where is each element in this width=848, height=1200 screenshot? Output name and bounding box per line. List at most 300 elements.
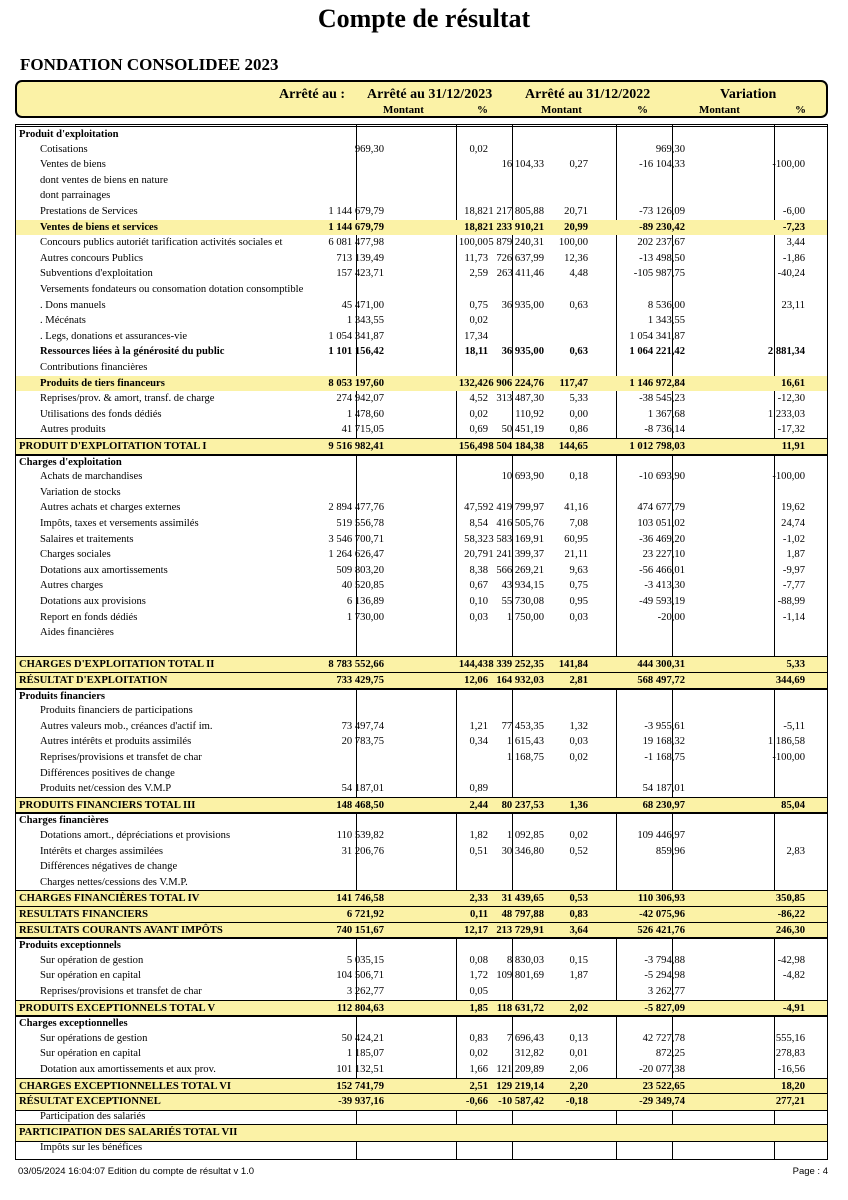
row-value: 2 894 477,76 <box>328 502 384 514</box>
row-label: Charges financières <box>19 815 109 827</box>
row-value: 0,52 <box>569 845 588 857</box>
row-value: -5 827,09 <box>644 1002 685 1014</box>
row-label: Contributions financières <box>40 362 148 373</box>
row-label: RESULTATS FINANCIERS <box>19 909 149 920</box>
row-value: 16,61 <box>781 377 805 389</box>
row-value: 0,15 <box>569 954 588 966</box>
table-row <box>16 313 827 329</box>
table-row <box>16 625 827 641</box>
row-value: 0,27 <box>569 159 588 171</box>
row-label: Salaires et traitements <box>40 533 134 545</box>
row-value: 1,85 <box>469 1002 488 1014</box>
table-row <box>16 344 827 360</box>
row-value: 859,96 <box>655 845 685 857</box>
row-value: 0,01 <box>569 1048 588 1060</box>
row-value: 141,84 <box>558 659 588 671</box>
row-value: 20,71 <box>564 206 588 217</box>
row-value: 0,89 <box>469 783 488 795</box>
row-value: -42 075,96 <box>639 909 685 920</box>
row-value: 8 339 252,35 <box>488 659 544 671</box>
row-label: Produits financiers de participations <box>40 705 193 717</box>
row-value: 0,03 <box>469 611 488 623</box>
row-value: 202 237,67 <box>637 237 685 249</box>
table-row <box>16 875 827 891</box>
row-value: 43 934,15 <box>501 580 544 592</box>
row-value: 726 637,99 <box>496 252 544 264</box>
row-value: 157 423,71 <box>336 268 384 280</box>
row-value: 6 721,92 <box>346 909 384 920</box>
row-value: 9 516 982,41 <box>328 441 384 452</box>
row-value: 344,69 <box>775 675 805 686</box>
header-pct-variation: % <box>795 104 806 116</box>
row-value: 18,82 <box>464 206 488 217</box>
row-value: -17,32 <box>777 424 805 436</box>
table-row <box>16 563 827 579</box>
table-row <box>16 532 827 548</box>
row-value: 104 506,71 <box>336 970 384 982</box>
row-value: 1 168,75 <box>506 752 544 763</box>
row-label: Dotation aux amortissements et aux prov. <box>40 1064 216 1075</box>
row-value: 8 783 552,66 <box>328 659 384 671</box>
row-value: 6 906 224,76 <box>488 377 544 389</box>
row-value: 110,92 <box>515 408 544 420</box>
header-pct-2022: % <box>637 104 648 116</box>
row-label: Concours publics autoriét tarification activités sociales et <box>40 237 283 249</box>
row-label: Produits financiers <box>19 690 106 702</box>
table-row <box>16 859 827 875</box>
row-label: Utilisations des fonds dédiés <box>40 408 162 420</box>
row-value: 60,95 <box>564 533 588 545</box>
row-value: 0,75 <box>469 299 488 311</box>
row-value: 1 092,85 <box>506 830 544 841</box>
row-value: 40 520,85 <box>341 580 384 592</box>
row-value: 1 054 341,87 <box>629 330 685 342</box>
row-value: 1,66 <box>469 1064 488 1075</box>
column-header-box <box>15 80 828 118</box>
row-value: -39 937,16 <box>338 1096 384 1108</box>
row-value: 1 233,03 <box>767 408 805 420</box>
row-value: 568 497,72 <box>637 675 685 686</box>
row-value: -38 545,23 <box>639 393 685 405</box>
row-label: Ressources liées à la générosité du public <box>40 346 225 358</box>
row-label: CHARGES D'EXPLOITATION TOTAL II <box>19 659 215 671</box>
row-value: 0,02 <box>569 830 588 841</box>
row-value: 24,74 <box>781 518 805 529</box>
row-value: 8,38 <box>469 564 488 576</box>
table-row <box>16 360 827 376</box>
table-row <box>16 204 827 220</box>
row-label: Charges sociales <box>40 549 111 561</box>
row-value: -86,22 <box>777 909 805 920</box>
row-value: 23,11 <box>781 299 805 311</box>
row-value: 101 132,51 <box>336 1064 384 1075</box>
row-value: 1 730,00 <box>346 611 384 623</box>
row-label: Reprises/prov. & amort, transf. de charge <box>40 393 215 405</box>
row-value: 0,08 <box>469 954 488 966</box>
table-row <box>16 485 827 501</box>
row-value: 144,43 <box>458 659 488 671</box>
row-value: 1,21 <box>469 720 488 732</box>
row-value: 278,83 <box>775 1048 805 1060</box>
row-label: Charges exceptionnelles <box>19 1018 128 1030</box>
table-row <box>16 968 827 984</box>
row-value: 2,81 <box>569 675 588 686</box>
row-value: 110 306,93 <box>637 893 685 905</box>
row-value: 1 012 798,03 <box>629 441 685 452</box>
row-label: . Mécénats <box>40 315 86 327</box>
row-value: 41,16 <box>564 502 588 514</box>
row-label: CHARGES EXCEPTIONNELLES TOTAL VI <box>19 1080 232 1092</box>
table-row <box>16 251 827 267</box>
table-row <box>16 422 827 438</box>
row-value: 2,44 <box>469 799 488 811</box>
row-value: 85,04 <box>781 799 805 811</box>
row-label: Autres achats et charges externes <box>40 502 181 514</box>
row-value: 0,51 <box>469 845 488 857</box>
row-label: Variation de stocks <box>40 486 121 498</box>
row-value: 100,00 <box>458 237 488 249</box>
row-value: 0,75 <box>569 580 588 592</box>
row-value: 740 151,67 <box>336 924 384 936</box>
row-label: Autres intérêts et produits assimilés <box>40 736 192 748</box>
page-title: Compte de résultat <box>317 4 531 33</box>
table-row <box>16 594 827 610</box>
row-value: 0,02 <box>569 752 588 763</box>
header-2023: Arrêté au 31/12/2023 <box>367 87 493 102</box>
row-value: 45 471,00 <box>341 299 384 311</box>
row-value: 8 053 197,60 <box>328 377 384 389</box>
row-value: 18,20 <box>781 1080 805 1092</box>
row-value: 16 104,33 <box>501 159 544 171</box>
income-statement-table <box>15 124 828 1160</box>
row-label: dont ventes de biens en nature <box>40 174 168 186</box>
table-row <box>16 937 827 954</box>
row-value: 132,42 <box>458 377 488 389</box>
table-row <box>16 516 827 532</box>
row-value: 3,64 <box>569 924 588 936</box>
row-value: 164 932,03 <box>496 675 544 686</box>
row-value: 474 677,79 <box>637 502 685 514</box>
row-value: 55 730,08 <box>501 596 544 607</box>
row-value: 0,03 <box>569 736 588 748</box>
row-label: Sur opération en capital <box>40 970 141 982</box>
row-value: 9,63 <box>569 564 588 576</box>
row-label: Dotations aux provisions <box>40 596 146 607</box>
row-value: 77 453,35 <box>501 720 544 732</box>
row-value: 2,02 <box>569 1002 588 1014</box>
row-value: 21,11 <box>564 549 588 561</box>
row-value: -20 077,38 <box>639 1064 685 1075</box>
table-row <box>16 781 827 797</box>
table-row <box>16 329 827 345</box>
row-value: -3 955,61 <box>644 720 685 732</box>
row-value: 6 081 477,98 <box>328 237 384 249</box>
row-label: Versements fondateurs ou consomation dotation consomptible <box>40 284 304 295</box>
row-value: 31 206,76 <box>341 845 384 857</box>
header-montant-2023: Montant <box>383 104 424 116</box>
row-value: -16 104,33 <box>639 159 685 171</box>
row-label: PRODUITS FINANCIERS TOTAL III <box>19 799 196 811</box>
table-row <box>16 750 827 766</box>
row-value: 109 446,97 <box>637 830 685 841</box>
table-row <box>16 641 827 657</box>
row-value: -3 794,88 <box>644 954 685 966</box>
row-value: 444 300,31 <box>637 659 685 671</box>
row-value: 1,87 <box>786 549 805 561</box>
row-value: 416 505,76 <box>496 518 544 529</box>
row-value: 12,06 <box>464 675 488 686</box>
row-value: 80 237,53 <box>501 799 544 811</box>
row-value: 20 783,75 <box>341 736 384 748</box>
row-label: Charges d'exploitation <box>19 456 122 468</box>
row-value: 1 144 679,79 <box>328 206 384 217</box>
row-value: -40,24 <box>777 268 805 280</box>
row-value: 2,33 <box>469 893 488 905</box>
row-value: 1 185,07 <box>346 1048 384 1060</box>
table-row <box>16 454 827 471</box>
row-value: 0,03 <box>569 611 588 623</box>
row-value: 141 746,58 <box>336 893 384 905</box>
row-label: Autres produits <box>40 424 106 436</box>
row-value: 519 556,78 <box>336 518 384 529</box>
table-row <box>16 844 827 860</box>
row-value: 1 146 972,84 <box>629 377 685 389</box>
row-value: -1 168,75 <box>644 752 685 763</box>
table-row <box>16 188 827 204</box>
row-value: 2,51 <box>469 1080 488 1092</box>
row-value: 3 262,77 <box>647 986 685 997</box>
table-row <box>16 126 827 143</box>
row-value: 2 419 799,97 <box>488 502 544 514</box>
row-value: 1,87 <box>569 970 588 982</box>
row-value: -100,00 <box>772 752 805 763</box>
row-value: 20,79 <box>464 549 488 561</box>
row-label: Dotations amort., dépréciations et provisions <box>40 830 231 841</box>
row-label: Intérêts et charges assimilées <box>40 845 164 857</box>
row-value: 12,17 <box>464 924 488 936</box>
table-row <box>16 157 827 173</box>
row-value: -16,56 <box>777 1064 805 1075</box>
row-value: 54 187,01 <box>642 783 685 795</box>
row-value: 1 144 679,79 <box>328 221 384 233</box>
table-row <box>16 547 827 563</box>
row-value: -1,14 <box>782 611 805 623</box>
row-value: 8 830,03 <box>506 954 544 966</box>
row-value: 5 035,15 <box>346 954 384 966</box>
row-value: 2,06 <box>569 1064 588 1075</box>
row-value: 1 478,60 <box>346 408 384 420</box>
row-value: 0,69 <box>469 424 488 436</box>
row-value: 1 186,58 <box>767 736 805 748</box>
row-value: -100,00 <box>772 159 805 171</box>
arrete-label: Arrêté au : <box>279 87 346 102</box>
row-label: Sur opération en capital <box>40 1048 141 1060</box>
row-value: 50 451,19 <box>501 424 544 436</box>
row-label: RESULTATS COURANTS AVANT IMPÔTS <box>19 924 223 936</box>
row-value: -4,82 <box>782 970 805 982</box>
row-value: 969,30 <box>655 143 685 155</box>
row-value: 8,54 <box>469 518 488 529</box>
row-label: Achats de marchandises <box>40 471 143 483</box>
row-value: 1 750,00 <box>506 611 544 623</box>
table-row <box>16 688 827 705</box>
row-value: 509 803,20 <box>336 564 384 576</box>
table-row <box>16 984 827 1000</box>
row-value: 36 935,00 <box>501 299 544 311</box>
row-value: 0,02 <box>469 315 488 327</box>
row-label: . Legs, donations et assurances-vie <box>40 330 188 342</box>
row-label: Aides financières <box>40 627 114 639</box>
row-value: 4,48 <box>569 268 588 280</box>
row-value: 144,65 <box>558 441 588 452</box>
row-value: 68 230,97 <box>642 799 685 811</box>
row-value: 50 424,21 <box>341 1032 384 1044</box>
table-row <box>16 828 827 844</box>
row-value: 3 262,77 <box>346 986 384 997</box>
table-row <box>16 734 827 750</box>
row-value: 20,99 <box>564 221 588 233</box>
row-label: . Dons manuels <box>40 299 106 311</box>
header-montant-2022: Montant <box>541 104 582 116</box>
row-value: 1,82 <box>469 830 488 841</box>
row-label: Reprises/provisions et transfet de char <box>40 986 202 997</box>
row-value: 110 539,82 <box>336 830 384 841</box>
row-value: 5,33 <box>569 393 588 405</box>
table-row <box>16 500 827 516</box>
row-value: 0,18 <box>569 471 588 483</box>
row-label: RÉSULTAT D'EXPLOITATION <box>19 675 168 686</box>
row-value: -10 693,90 <box>639 471 685 483</box>
row-value: 11,73 <box>464 252 488 264</box>
row-label: Autres concours Publics <box>40 252 143 264</box>
row-value: 18,11 <box>464 346 488 358</box>
row-label: Impôts sur les bénéfices <box>40 1142 143 1153</box>
row-value: 1 064 221,42 <box>629 346 685 358</box>
row-value: 213 729,91 <box>496 924 544 936</box>
row-value: -5,11 <box>783 720 805 732</box>
row-value: 118 631,72 <box>496 1002 544 1014</box>
row-label: Cotisations <box>40 143 88 155</box>
row-value: -20,00 <box>657 611 685 623</box>
row-value: 0,11 <box>470 909 488 920</box>
row-value: 1 241 399,37 <box>488 549 544 561</box>
table-row <box>16 719 827 735</box>
row-value: 1 233 910,21 <box>488 221 544 233</box>
row-value: 5,33 <box>786 659 805 671</box>
row-value: 0,63 <box>569 346 588 358</box>
row-value: 566 269,21 <box>496 564 544 576</box>
row-value: -1,02 <box>782 533 805 545</box>
row-value: 872,25 <box>655 1048 685 1060</box>
row-value: -8 736,14 <box>644 424 685 436</box>
row-label: Produits de tiers financeurs <box>40 377 165 389</box>
row-value: 713 139,49 <box>336 252 384 264</box>
row-value: 555,16 <box>775 1032 805 1044</box>
table-row <box>16 469 827 485</box>
footer-print-info: 03/05/2024 16:04:07 Edition du compte de résultat v 1.0 <box>18 1166 255 1177</box>
table-row <box>16 766 827 782</box>
table-row <box>16 812 827 829</box>
table-row <box>16 391 827 407</box>
row-value: 148 468,50 <box>336 799 384 811</box>
table-row <box>16 173 827 189</box>
row-value: 313 487,30 <box>496 393 544 405</box>
row-value: -13 498,50 <box>639 252 685 264</box>
row-value: 73 497,74 <box>341 720 384 732</box>
row-label: Ventes de biens et services <box>40 221 158 233</box>
row-value: 0,02 <box>469 1048 488 1060</box>
row-value: -7,23 <box>782 221 805 233</box>
row-value: 54 187,01 <box>341 783 384 795</box>
row-value: 0,95 <box>569 596 588 607</box>
row-value: 0,53 <box>569 893 588 905</box>
row-value: -4,91 <box>782 1002 805 1014</box>
row-value: -10 587,42 <box>498 1096 544 1108</box>
table-row <box>16 1015 827 1032</box>
row-value: -73 126,09 <box>639 206 685 217</box>
row-value: 36 935,00 <box>501 346 544 358</box>
header-variation: Variation <box>720 87 777 102</box>
row-value: 112 804,63 <box>336 1002 384 1014</box>
table-row <box>16 578 827 594</box>
row-label: dont parrainages <box>40 190 111 202</box>
row-value: 3 546 700,71 <box>328 533 384 545</box>
row-value: 733 429,75 <box>336 675 384 686</box>
table-row <box>16 953 827 969</box>
row-value: 2,83 <box>786 845 805 857</box>
header-montant-variation: Montant <box>699 104 740 116</box>
row-value: 3,44 <box>786 237 805 249</box>
table-row <box>16 298 827 314</box>
table-row <box>16 1046 827 1062</box>
row-value: 18,82 <box>464 221 488 233</box>
row-value: 0,83 <box>569 909 588 920</box>
row-value: 0,13 <box>569 1032 588 1044</box>
row-value: 48 797,88 <box>501 909 544 920</box>
row-value: 526 421,76 <box>637 924 685 936</box>
row-value: 129 219,14 <box>496 1080 544 1092</box>
row-value: 5 879 240,31 <box>488 237 544 249</box>
table-row <box>16 282 827 298</box>
row-value: -49 593,19 <box>639 596 685 607</box>
row-value: 2 881,34 <box>767 346 805 358</box>
row-label: Produit d'exploitation <box>19 129 119 140</box>
table-row <box>16 407 827 423</box>
row-value: 42 727,78 <box>642 1032 685 1044</box>
row-value: -88,99 <box>777 596 805 607</box>
table-row <box>16 703 827 719</box>
row-value: 3 583 169,91 <box>488 533 544 545</box>
row-label: RÉSULTAT EXCEPTIONNEL <box>19 1096 161 1108</box>
row-value: 30 346,80 <box>501 845 544 857</box>
row-value: 969,30 <box>354 143 384 155</box>
row-label: Dotations aux amortissements <box>40 564 168 576</box>
row-value: 0,10 <box>469 596 488 607</box>
row-value: 7 696,43 <box>506 1032 544 1044</box>
row-value: 1,36 <box>569 799 588 811</box>
row-value: -0,66 <box>465 1096 488 1108</box>
row-value: 1 054 341,87 <box>328 330 384 342</box>
row-value: -9,97 <box>782 564 805 576</box>
row-label: Sur opérations de gestion <box>40 1032 148 1044</box>
organization-title: FONDATION CONSOLIDEE 2023 <box>20 55 279 74</box>
table-row <box>16 376 827 392</box>
row-label: PRODUIT D'EXPLOITATION TOTAL I <box>19 441 207 452</box>
row-value: -56 466,01 <box>639 564 685 576</box>
row-label: Autres charges <box>40 580 104 592</box>
row-value: 117,47 <box>559 377 588 389</box>
row-value: 12,36 <box>564 252 588 264</box>
